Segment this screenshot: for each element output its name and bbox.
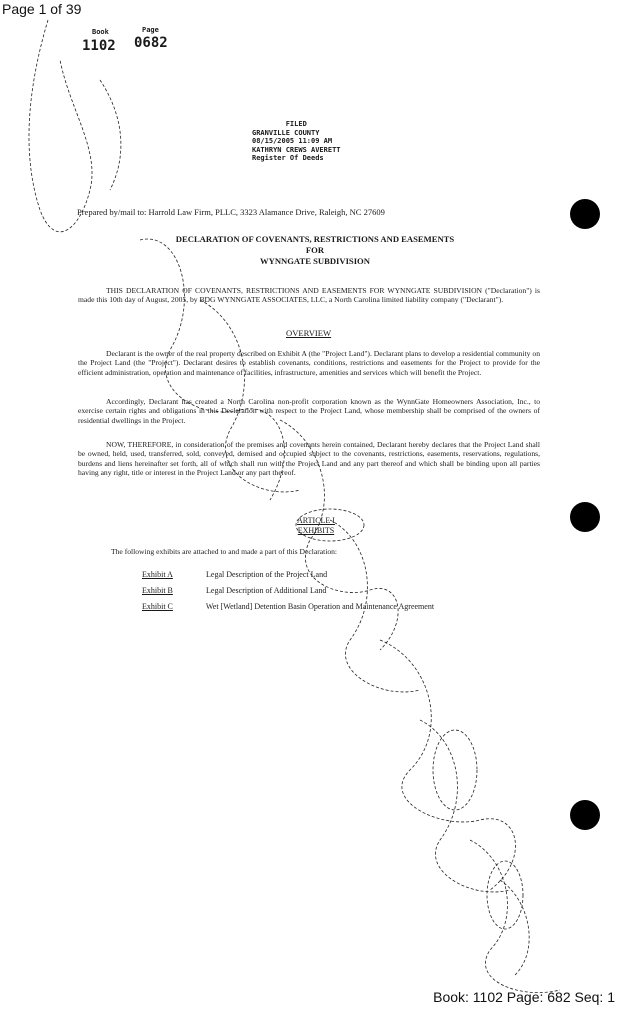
text-scribble	[380, 640, 515, 890]
stamp-page-number: 0682	[134, 35, 168, 51]
filed-line: GRANVILLE COUNTY	[252, 128, 320, 137]
intro-paragraph: THIS DECLARATION OF COVENANTS, RESTRICTIONS AND EASEMENTS FOR WYNNGATE SUBDIVISION ("Declaration") is made this 10th day of August, 2005, by BDG WYNNGATE ASSOCIATES, LLC, a North Carolina limited liability company ("Declarant").	[78, 286, 540, 305]
stamp-book-number: 1102	[82, 38, 116, 54]
overview-heading: OVERVIEW	[286, 328, 332, 338]
footer-book-page-seq: Book: 1102 Page: 682 Seq: 1	[433, 989, 615, 1005]
filed-line: Register Of Deeds	[252, 154, 324, 163]
margin-scribble	[100, 80, 121, 190]
exhibit-description: Wet [Wetland] Detention Basin Operation and Maintenance Agreement	[205, 602, 435, 611]
exhibits-intro: The following exhibits are attached to and made a part of this Declaration:	[111, 547, 338, 556]
stamp-page-label: Page	[142, 26, 159, 34]
exhibit-label[interactable]: Exhibit C	[142, 602, 173, 611]
text-scribble	[470, 840, 560, 993]
text-scribble	[280, 420, 398, 650]
margin-scribble	[29, 20, 92, 232]
filed-line: FILED	[285, 120, 307, 128]
prepared-by-line: Prepared by/mail to: Harrold Law Firm, PLLC, 3323 Alamance Drive, Raleigh, NC 27609	[77, 207, 385, 217]
scribble-loop	[487, 861, 523, 929]
scribble-loop	[296, 509, 364, 541]
document-title-line2: FOR	[305, 245, 325, 255]
exhibit-label[interactable]: Exhibit B	[142, 586, 173, 595]
paragraph-now-therefore: NOW, THEREFORE, in consideration of the premises and covenants herein contained, Declarant hereby declares that the Project Land shall be owned, held, used, transferred, sold, conveyed, demised and occupied subject to the covenants, restrictions, easements, reservations, regulations, burdens and liens hereinafter set forth, all of which shall run with the Project Land and any part thereof and which shall be binding upon all parties having any right, title or interest in the Project Land or any part thereof.	[78, 440, 540, 478]
text-scribble	[200, 300, 300, 492]
page-indicator: Page 1 of 39	[2, 1, 82, 17]
text-scribble	[330, 520, 420, 692]
filed-line: 08/15/2005 11:09 AM	[252, 137, 333, 146]
text-scribble	[500, 880, 529, 975]
article-name: EXHIBITS	[297, 526, 335, 535]
exhibit-label[interactable]: Exhibit A	[142, 570, 173, 579]
filed-line: KATHRYN CREWS AVERETT	[252, 145, 341, 154]
exhibit-description: Legal Description of the Project Land	[206, 570, 328, 579]
article-number: ARTICLE I	[297, 516, 335, 525]
stamp-book-label: Book	[92, 28, 109, 36]
document-title-line3: WYNNGATE SUBDIVISION	[260, 256, 370, 266]
exhibit-description: Legal Description of Additional Land	[206, 586, 327, 595]
text-scribble	[420, 720, 510, 892]
document-title-line1: DECLARATION OF COVENANTS, RESTRICTIONS AND EASEMENTS	[175, 234, 455, 244]
paragraph-homeowners-association: Accordingly, Declarant has created a North Carolina non-profit corporation known as the WynnGate Homeowners Association, Inc., to exercise certain rights and obligations in this Declaration with respect to the Project Land, whose membership shall be comprised of the owners of residential dwellings in the Project.	[78, 397, 540, 425]
scribble-loop	[433, 730, 477, 810]
text-scribble	[140, 239, 284, 500]
paragraph-project-land: Declarant is the owner of the real property described on Exhibit A (the "Project Land"). Declarant plans to develop a residential community on the Project Land (the "Project"). Declarant desires to establish covenants, conditions, restrictions and easements for the Project to provide for the efficient administration, operation and maintenance of facilities, infrastructure, amenities and services which will benefit the Project.	[78, 349, 540, 377]
